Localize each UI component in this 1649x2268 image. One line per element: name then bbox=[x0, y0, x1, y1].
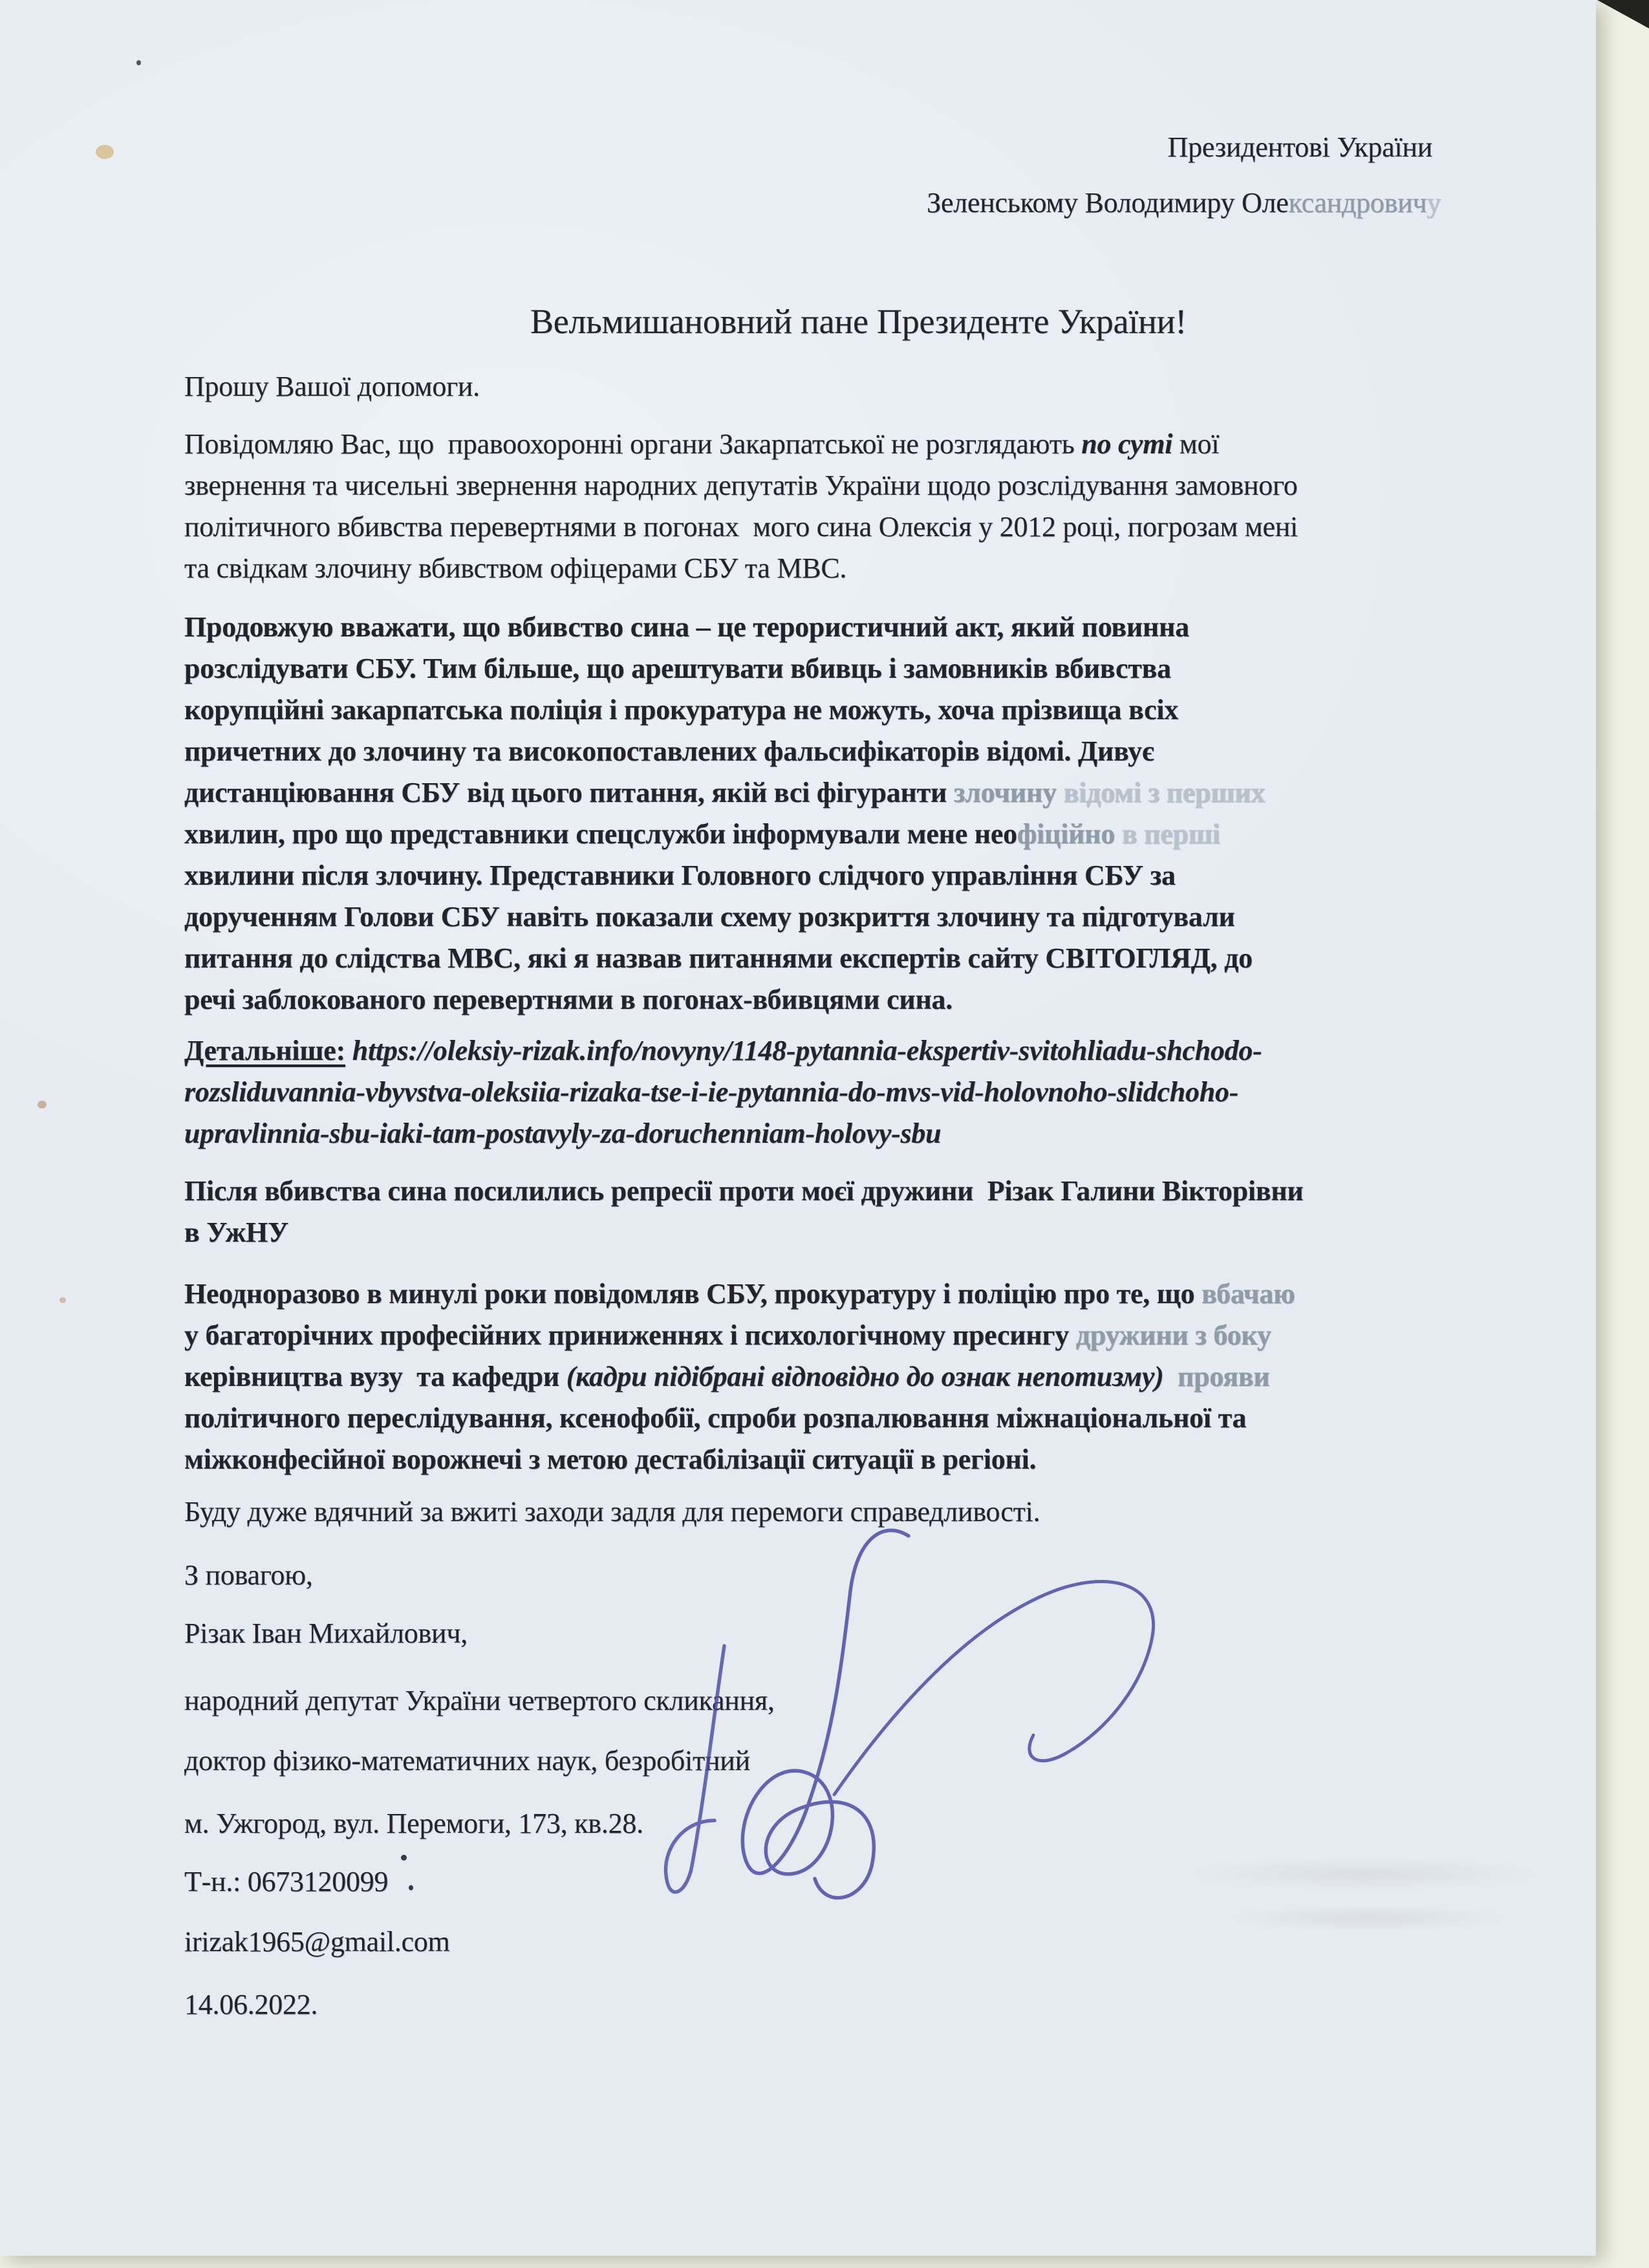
text-seg: та свідкам злочину вбивством офіцерами СБУ та МВС. bbox=[184, 552, 847, 584]
text-seg: політичного вбивства перевертнями в погонах мого сина Олексія у 2012 році, погрозам мені bbox=[184, 511, 1299, 543]
block-para-5 bbox=[184, 1273, 1295, 1480]
text-seg: у багаторічних професійних приниженнях і психологічному пресингу bbox=[184, 1319, 1076, 1351]
text-line bbox=[184, 1984, 318, 2025]
block-salutation bbox=[530, 299, 1187, 344]
text-seg: мої bbox=[1172, 428, 1220, 460]
text-seg: речі заблокованого перевертнями в погонах-вбивцями сина. bbox=[184, 984, 953, 1015]
text-line bbox=[184, 465, 1298, 506]
block-para-2 bbox=[184, 607, 1265, 1021]
text-line bbox=[184, 1315, 1295, 1356]
text-seg bbox=[345, 1035, 352, 1066]
text-line bbox=[184, 1212, 1304, 1253]
text-line bbox=[184, 1030, 1262, 1072]
text-line bbox=[184, 1555, 313, 1596]
text-seg: звернення та чисельні звернення народних депутатів України щодо розслідування замовного bbox=[184, 470, 1298, 501]
text-seg: rozsliduvannia-vbyvstva-oleksiia-rizaka-tse-i-ie-pytannia-do-mvs-vid-holovnoho-slidchoho- bbox=[184, 1076, 1239, 1108]
text-seg: Продовжую вважати, що вбивство сина – це терористичний акт, який повинна bbox=[184, 611, 1189, 643]
block-recipient-1 bbox=[1168, 127, 1432, 168]
text-seg: злочину bbox=[953, 777, 1064, 808]
text-line bbox=[927, 182, 1441, 224]
text-seg: ксандрович bbox=[1288, 187, 1427, 219]
text-seg: Різак Іван Михайлович, bbox=[184, 1617, 468, 1649]
text-seg: https://oleksiy-rizak.info/novyny/1148-pytannia-ekspertiv-svitohliadu-shchodo- bbox=[352, 1035, 1262, 1066]
text-line bbox=[184, 1921, 450, 1963]
block-plea bbox=[184, 366, 480, 407]
text-seg: відомі з перших bbox=[1063, 777, 1265, 808]
signature-stroke bbox=[665, 1646, 724, 1892]
text-seg: вбачаю bbox=[1202, 1278, 1295, 1310]
text-seg: Президентові України bbox=[1167, 131, 1432, 163]
text-seg: Т-н.: 0673120099 bbox=[184, 1866, 389, 1897]
text-seg: Детальніше: bbox=[184, 1035, 345, 1066]
text-seg: дружини з боку bbox=[1075, 1319, 1271, 1351]
pen-dot bbox=[409, 1885, 413, 1890]
text-seg: фіційно bbox=[1017, 818, 1116, 850]
text-seg: дорученням Голови СБУ навіть показали схему розкриття злочину та підготували bbox=[184, 901, 1235, 933]
text-line bbox=[184, 648, 1265, 689]
text-line bbox=[530, 299, 1187, 344]
block-para-4 bbox=[184, 1171, 1304, 1253]
text-line bbox=[184, 548, 1298, 589]
text-seg: питання до слідства МВС, які я назвав питаннями експертів сайту СВІТОГЛЯД, до bbox=[184, 942, 1253, 974]
text-seg: irizak1965@gmail.com bbox=[184, 1926, 450, 1958]
text-line bbox=[184, 1072, 1262, 1113]
text-seg: в перші bbox=[1115, 818, 1220, 850]
text-line bbox=[184, 731, 1265, 772]
text-seg: керівництва вузу та кафедри bbox=[184, 1361, 566, 1392]
text-line bbox=[184, 1113, 1262, 1154]
text-line bbox=[184, 506, 1298, 548]
text-seg: причетних до злочину та високопоставлених фальсифікаторів відомі. Дивує bbox=[184, 735, 1154, 767]
text-seg: Повідомляю Вас, що правоохоронні органи Закарпатської не розглядають bbox=[184, 428, 1082, 460]
block-signer bbox=[184, 1613, 468, 1654]
text-seg: Буду дуже вдячний за вжиті заходи задля для перемоги справедливості. bbox=[184, 1496, 1040, 1528]
text-line bbox=[184, 938, 1265, 979]
text-line bbox=[184, 896, 1265, 938]
text-seg: в УжНУ bbox=[184, 1216, 289, 1248]
text-line bbox=[184, 366, 480, 407]
text-seg bbox=[1164, 1361, 1178, 1392]
text-seg: корупційні закарпатська поліція і прокуратура не можуть, хоча прізвища всіх bbox=[184, 694, 1179, 726]
signature-stroke bbox=[834, 1581, 1154, 1795]
text-seg: Зеленському Володимиру Оле bbox=[927, 187, 1289, 219]
text-line bbox=[184, 1398, 1295, 1439]
text-seg: upravlinnia-sbu-iaki-tam-postavyly-za-doruchenniam-holovy-sbu bbox=[184, 1118, 942, 1149]
text-seg: розслідувати СБУ. Тим більше, що арештувати вбивць і замовників вбивства bbox=[184, 653, 1171, 684]
text-seg: З повагою, bbox=[184, 1559, 313, 1591]
block-para-1 bbox=[184, 424, 1298, 589]
block-para-3 bbox=[184, 1030, 1262, 1154]
text-seg: 14.06.2022. bbox=[184, 1989, 318, 2020]
pen-dot bbox=[401, 1855, 407, 1861]
text-line bbox=[184, 1273, 1295, 1315]
scan-speck bbox=[96, 145, 114, 159]
signature-handwriting bbox=[530, 1517, 1190, 1930]
text-seg: доктор фізико-математичних наук, безробітний bbox=[184, 1745, 750, 1777]
block-phone bbox=[184, 1861, 388, 1903]
text-line bbox=[184, 607, 1265, 648]
text-line bbox=[184, 689, 1265, 731]
text-seg: дистанціювання СБУ від цього питання, якій всі фігуранти bbox=[184, 777, 954, 808]
block-email bbox=[184, 1921, 450, 1963]
text-seg: м. Ужгород, вул. Перемоги, 173, кв.28. bbox=[184, 1808, 643, 1839]
text-line bbox=[184, 1613, 468, 1654]
scan-speck bbox=[38, 1101, 47, 1108]
text-seg: народний депутат України четвертого скликання, bbox=[184, 1685, 775, 1716]
page-corner-fold bbox=[1597, 0, 1649, 28]
block-date bbox=[184, 1984, 318, 2025]
text-seg: (кадри підібрані відповідно до ознак непотизму) bbox=[566, 1361, 1164, 1392]
text-line bbox=[184, 855, 1265, 896]
text-seg: прояви bbox=[1178, 1361, 1270, 1392]
text-seg: Неодноразово в минулі роки повідомляв СБУ, прокуратуру і поліцію про те, що bbox=[184, 1278, 1202, 1310]
text-seg: Прошу Вашої допомоги. bbox=[184, 371, 480, 402]
text-seg: у bbox=[1427, 187, 1441, 219]
bleed-through-smudge bbox=[1190, 1857, 1539, 1891]
bleed-through-smudge bbox=[1229, 1905, 1507, 1931]
text-seg: по суті bbox=[1081, 428, 1173, 460]
signature-stroke bbox=[742, 1530, 909, 1897]
scan-speck bbox=[59, 1297, 66, 1303]
text-line bbox=[184, 814, 1265, 855]
text-seg: Після вбивства сина посилились репресії проти моєї дружини Різак Галини Вікторівни bbox=[184, 1175, 1304, 1207]
text-line bbox=[184, 1439, 1295, 1480]
text-seg: міжконфесійної ворожнечі з метою дестабілізації ситуації в регіоні. bbox=[184, 1443, 1037, 1475]
text-seg: політичного переслідування, ксенофобії, спроби розпалювання міжнаціональної та bbox=[184, 1402, 1247, 1434]
text-line bbox=[184, 772, 1265, 814]
scan-speck bbox=[136, 60, 141, 65]
block-closing bbox=[184, 1555, 313, 1596]
block-recipient-2 bbox=[927, 182, 1441, 224]
text-line bbox=[184, 1356, 1295, 1398]
text-seg: Вельмишановний пане Президенте України! bbox=[530, 302, 1187, 341]
text-line bbox=[184, 1861, 388, 1903]
text-line bbox=[184, 1171, 1304, 1212]
text-line bbox=[184, 424, 1298, 465]
text-seg: хвилин, про що представники спецслужби інформували мене нео bbox=[184, 818, 1017, 850]
text-line bbox=[184, 979, 1265, 1021]
text-seg: хвилини після злочину. Представники Головного слідчого управління СБУ за bbox=[184, 859, 1176, 891]
text-line bbox=[1168, 127, 1432, 168]
